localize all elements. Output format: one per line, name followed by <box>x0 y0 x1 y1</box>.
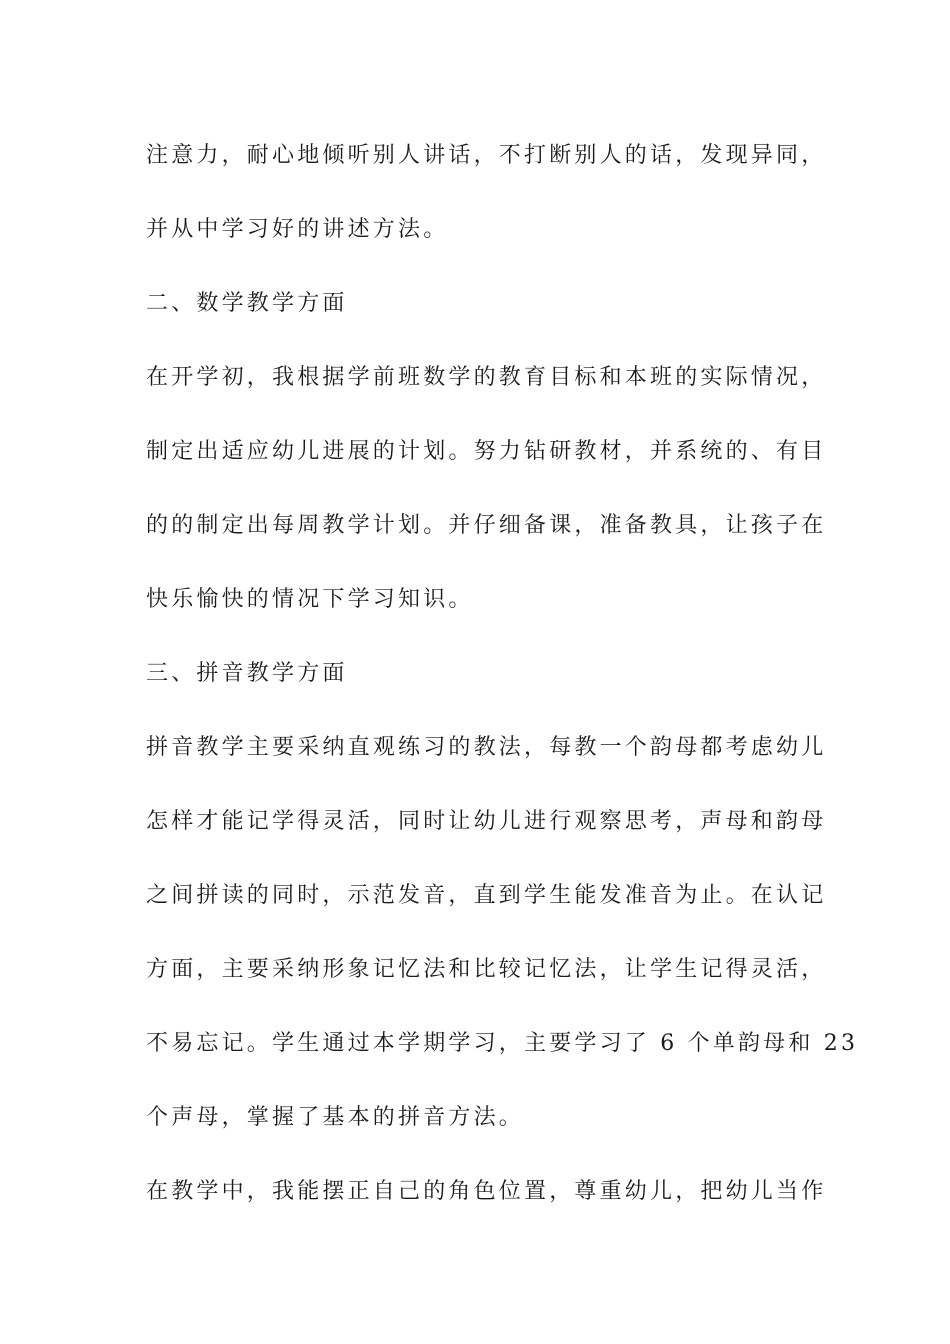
body-text-line: 的的制定出每周教学计划。并仔细备课，准备教具，让孩子在 <box>146 513 827 538</box>
body-text-line: 制定出适应幼儿进展的计划。努力钻研教材，并系统的、有目 <box>146 439 827 464</box>
body-text-line: 在开学初，我根据学前班数学的教育目标和本班的实际情况， <box>146 365 827 390</box>
section-heading-pinyin: 三、拼音教学方面 <box>146 661 348 686</box>
body-text-line: 个声母，掌握了基本的拼音方法。 <box>146 1105 525 1130</box>
body-text-line: 之间拼读的同时，示范发音，直到学生能发准音为止。在认记 <box>146 883 827 908</box>
body-text-line: 快乐愉快的情况下学习知识。 <box>146 587 474 612</box>
body-text-line: 并从中学习好的讲述方法。 <box>146 217 449 242</box>
body-text-line: 在教学中，我能摆正自己的角色位置，尊重幼儿，把幼儿当作 <box>146 1179 827 1204</box>
body-text-line: 方面，主要采纳形象记忆法和比较记忆法，让学生记得灵活， <box>146 957 827 982</box>
section-heading-math: 二、数学教学方面 <box>146 291 348 316</box>
body-text-line: 注意力，耐心地倾听别人讲话，不打断别人的话，发现异同， <box>146 143 827 168</box>
body-text-line: 怎样才能记学得灵活，同时让幼儿进行观察思考，声母和韵母 <box>146 809 827 834</box>
body-text-line: 不易忘记。学生通过本学期学习，主要学习了 6 个单韵母和 23 <box>146 1031 859 1056</box>
body-text-line: 拼音教学主要采纳直观练习的教法，每教一个韵母都考虑幼儿 <box>146 735 827 760</box>
